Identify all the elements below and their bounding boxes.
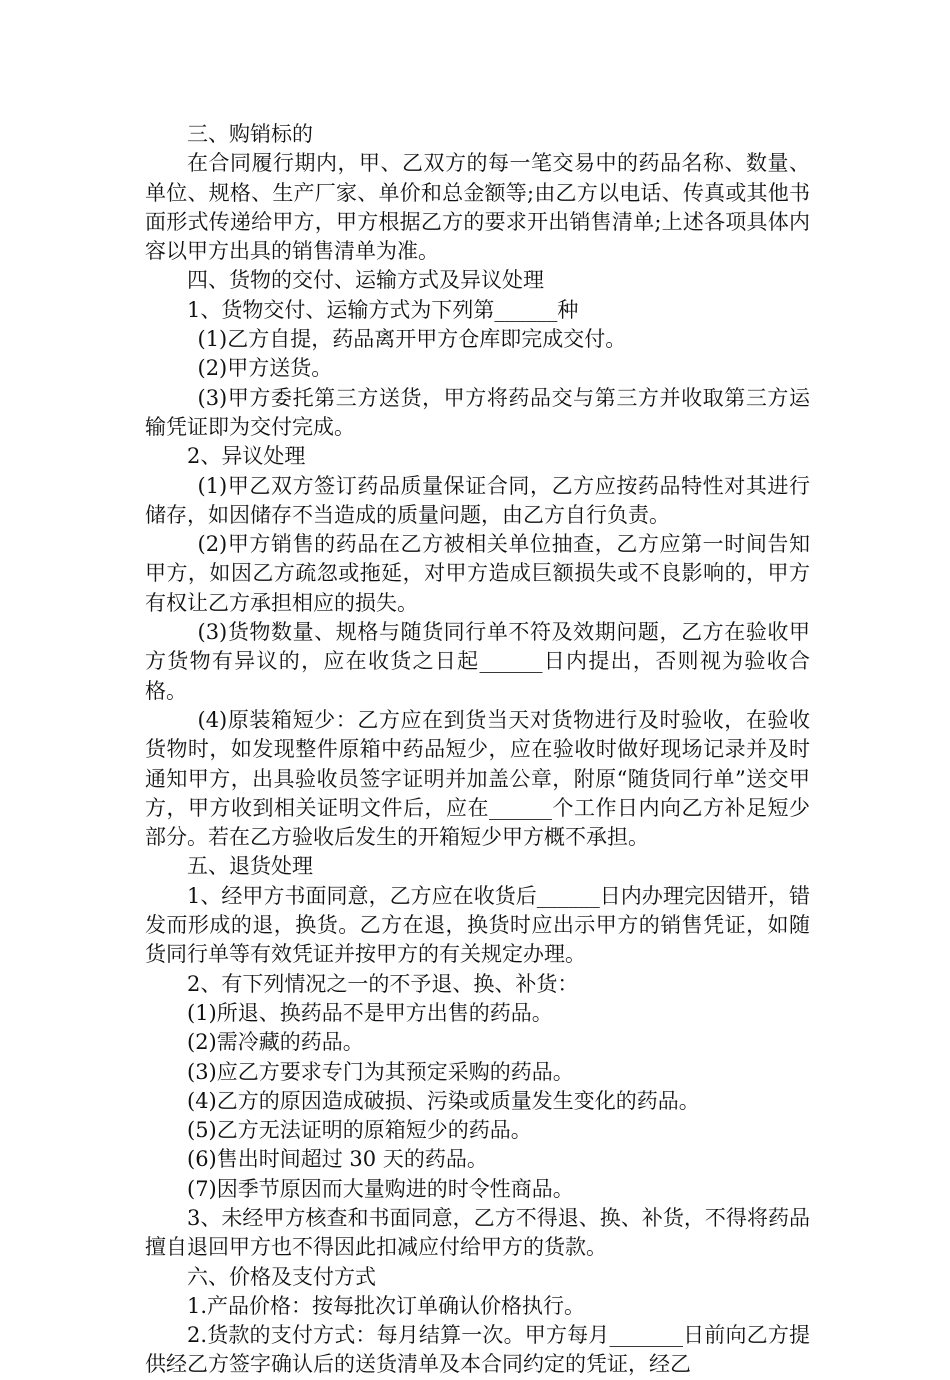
paragraph: 2、异议处理	[187, 444, 306, 469]
paragraph: 1、货物交付、运输方式为下列第______种	[187, 297, 579, 322]
section-heading: 六、价格及支付方式	[187, 1264, 376, 1289]
paragraph: 3、未经甲方核查和书面同意，乙方不得退、换、补货，不得将药品擅自退回甲方也不得因此扣减应付给甲方的货款。	[145, 1205, 810, 1260]
list-item: (1)所退、换药品不是甲方出售的药品。	[187, 1000, 553, 1025]
list-item: (3)货物数量、规格与随货同行单不符及效期问题，乙方在验收甲方货物有异议的，应在收货之日起______日内提出，否则视为验收合格。	[145, 620, 810, 703]
list-item: (4)乙方的原因造成破损、污染或质量发生变化的药品。	[187, 1088, 700, 1113]
list-item: (4)原装箱短少：乙方应在到货当天对货物进行及时验收，在验收货物时，如发现整件原箱中药品短少，应在验收时做好现场记录并及时通知甲方，出具验收员签字证明并加盖公章，附原“随货同行单”送交甲方，甲方收到相关证明文件后，应在______个工作日内向乙方补足短少部分。若在乙方验收后发生的开箱短少甲方概不承担。	[145, 707, 810, 850]
list-item: (3)甲方委托第三方送货，甲方将药品交与第三方并收取第三方运输凭证即为交付完成。	[145, 385, 810, 439]
list-item: (1)甲乙双方签订药品质量保证合同，乙方应按药品特性对其进行储存，如因储存不当造成的质量问题，由乙方自行负责。	[145, 473, 810, 527]
list-item: (3)应乙方要求专门为其预定采购的药品。	[187, 1059, 574, 1084]
list-item: (1)乙方自提，药品离开甲方仓库即完成交付。	[197, 327, 627, 352]
list-item: (5)乙方无法证明的原箱短少的药品。	[187, 1118, 532, 1143]
paragraph: 1.产品价格：按每批次订单确认价格执行。	[187, 1293, 586, 1318]
section-heading: 五、退货处理	[187, 854, 313, 879]
list-item: (6)售出时间超过 30 天的药品。	[187, 1147, 488, 1172]
paragraph: 在合同履行期内，甲、乙双方的每一笔交易中的药品名称、数量、单位、规格、生产厂家、单价和总金额等;由乙方以电话、传真或其他书面形式传递给甲方，甲方根据乙方的要求开出销售清单;上述各项具体内容以甲方出具的销售清单为准。	[145, 151, 810, 264]
paragraph: 1、经甲方书面同意，乙方应在收货后______日内办理完因错开，错发而形成的退，换货。乙方在退，换货时应出示甲方的销售凭证，如随货同行单等有效凭证并按甲方的有关规定办理。	[145, 883, 810, 967]
document-page	[145, 120, 810, 1380]
paragraph: 2.货款的支付方式：每月结算一次。甲方每月_______日前向乙方提供经乙方签字确认后的送货清单及本合同约定的凭证，经乙	[145, 1323, 810, 1377]
list-item: (7)因季节原因而大量购进的时令性商品。	[187, 1176, 574, 1201]
section-heading: 三、购销标的	[187, 122, 313, 146]
list-item: (2)甲方送货。	[197, 356, 333, 381]
list-item: (2)需冷藏的药品。	[187, 1030, 364, 1055]
section-heading: 四、货物的交付、运输方式及异议处理	[187, 268, 544, 293]
paragraph: 2、有下列情况之一的不予退、换、补货：	[187, 971, 579, 996]
list-item: (2)甲方销售的药品在乙方被相关单位抽查，乙方应第一时间告知甲方，如因乙方疏忽或拖延，对甲方造成巨额损失或不良影响的，甲方有权让乙方承担相应的损失。	[145, 532, 810, 615]
